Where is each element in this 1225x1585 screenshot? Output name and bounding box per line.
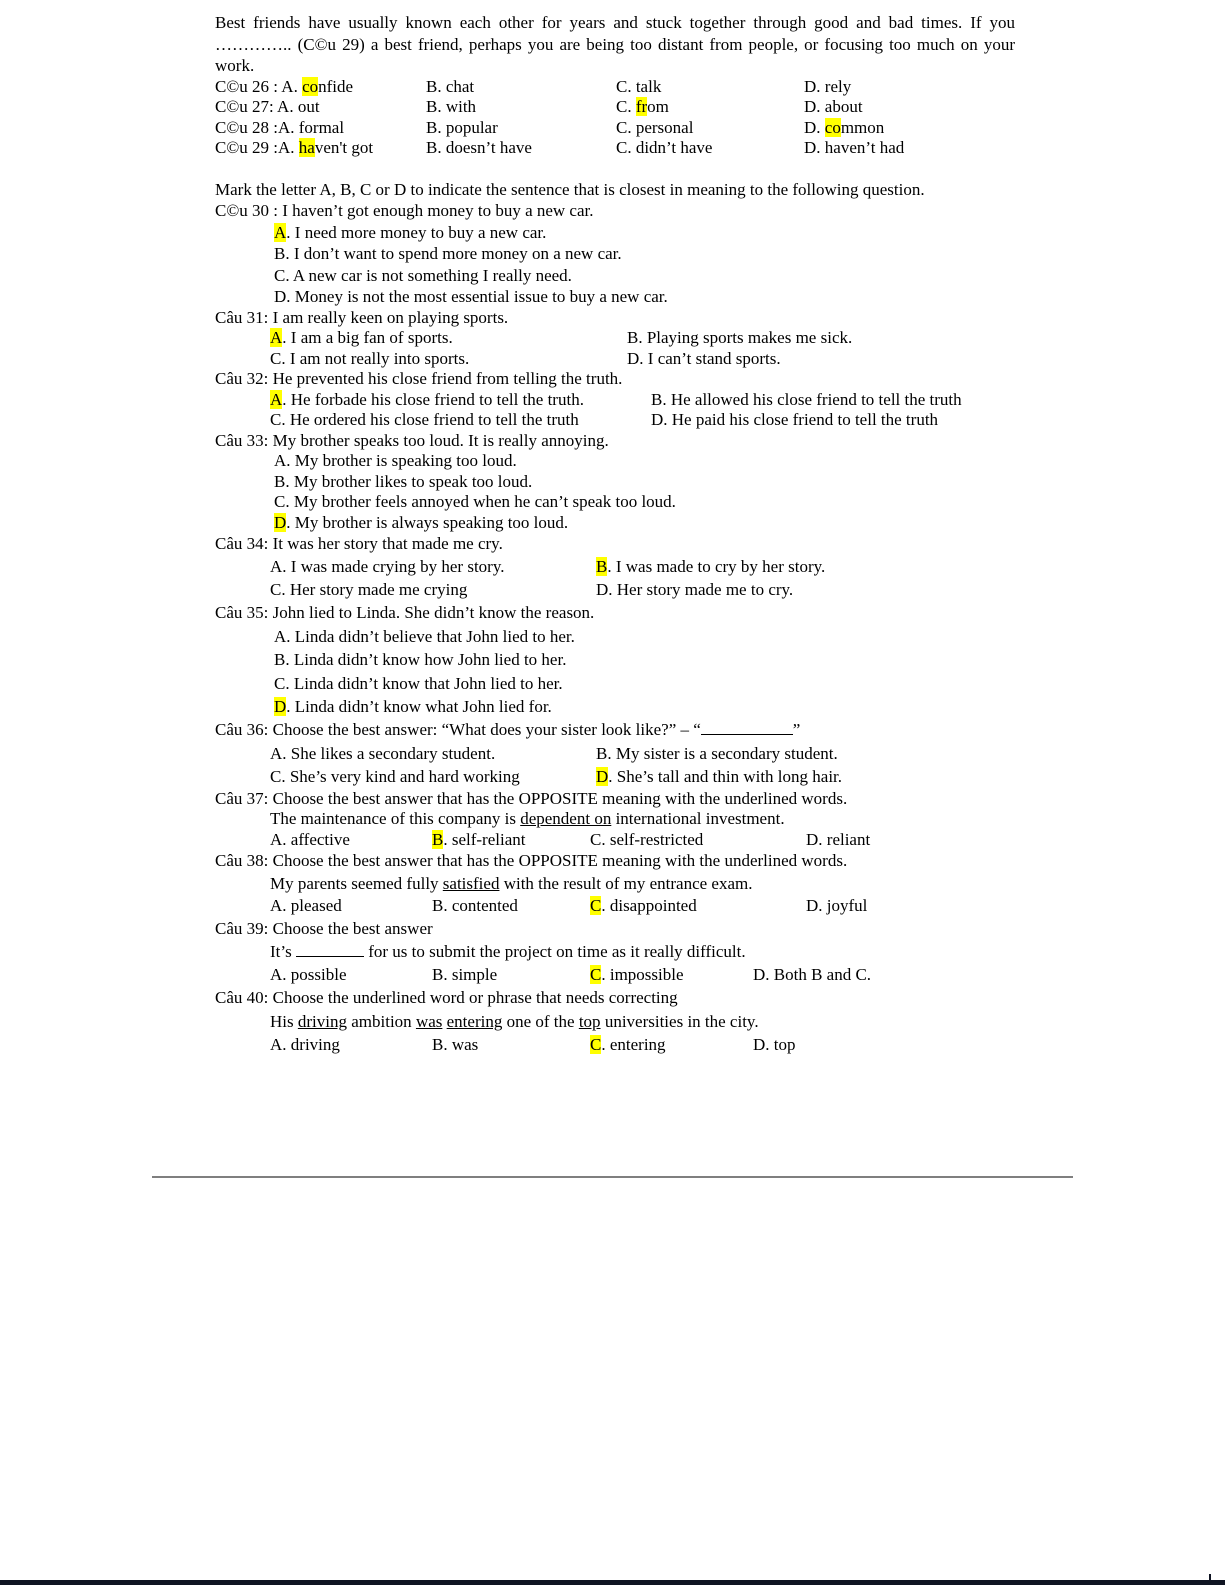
question-29-option-d: D. haven’t had xyxy=(804,138,905,157)
question-27-option-a: C©u 27: A. out xyxy=(215,97,320,116)
question-31-option-b: B. Playing sports makes me sick. xyxy=(627,328,853,347)
question-37-sentence: The maintenance of this company is dependent on international investment. xyxy=(270,809,785,829)
question-38-stem: Câu 38: Choose the best answer that has the OPPOSITE meaning with the underlined words. xyxy=(215,851,848,871)
question-31-stem: Câu 31: I am really keen on playing sports. xyxy=(215,307,509,327)
question-28-option-a: C©u 28 :A. formal xyxy=(215,117,345,137)
question-39-sentence: It’s for us to submit the project on time as it really difficult. xyxy=(270,941,746,961)
question-27-row xyxy=(215,97,1020,118)
question-40 xyxy=(215,986,1020,1056)
question-40-option-a: A. driving xyxy=(270,1035,340,1055)
question-39-stem: Câu 39: Choose the best answer xyxy=(215,919,433,939)
question-39 xyxy=(215,918,1020,986)
question-37-option-c: C. self-restricted xyxy=(590,829,704,849)
question-33-option-b: B. My brother likes to speak too loud. xyxy=(274,471,533,491)
question-34 xyxy=(215,533,1020,601)
intro-paragraph: Best friends have usually known each other for years and stuck together through good and bad times. If you ………….. (C©u 29) a best friend, perhaps you are being too distant from people, or focusing too much on your work. xyxy=(215,13,1015,75)
question-30-option-a: A. I need more money to buy a new car. xyxy=(274,222,547,242)
question-32-option-d: D. He paid his close friend to tell the truth xyxy=(651,410,939,429)
question-38 xyxy=(215,850,1020,918)
question-26-row xyxy=(215,77,1020,98)
question-36-option-d: D. She’s tall and thin with long hair. xyxy=(596,767,843,787)
question-39-option-d: D. Both B and C. xyxy=(753,964,872,984)
question-37-options xyxy=(270,830,1020,851)
question-32-option-c: C. He ordered his close friend to tell the truth xyxy=(270,410,579,429)
horizontal-divider xyxy=(152,1176,1073,1178)
question-32-option-b: B. He allowed his close friend to tell the truth xyxy=(651,389,962,409)
question-40-option-d: D. top xyxy=(753,1035,796,1055)
question-35-option-c: C. Linda didn’t know that John lied to her. xyxy=(274,673,563,693)
question-34-option-c: C. Her story made me crying xyxy=(270,579,468,599)
question-28-row xyxy=(215,118,1020,139)
question-32 xyxy=(215,369,1020,431)
question-31-option-d: D. I can’t stand sports. xyxy=(627,348,781,368)
question-34-options xyxy=(270,555,1020,602)
question-31-options xyxy=(270,328,1020,369)
question-39-option-a: A. possible xyxy=(270,964,347,984)
question-37-option-d: D. reliant xyxy=(806,829,871,849)
question-40-option-b: B. was xyxy=(432,1035,479,1055)
question-36-options xyxy=(270,742,1020,789)
question-40-options xyxy=(270,1033,1020,1056)
question-30-option-d: D. Money is not the most essential issue to buy a new car. xyxy=(274,287,668,306)
question-28-option-c: C. personal xyxy=(616,117,694,137)
question-38-sentence: My parents seemed fully satisfied with the result of my entrance exam. xyxy=(270,873,753,893)
question-40-stem: Câu 40: Choose the underlined word or phrase that needs correcting xyxy=(215,988,678,1008)
question-26-option-a: C©u 26 : A. confide xyxy=(215,76,354,96)
question-36-option-c: C. She’s very kind and hard working xyxy=(270,767,520,787)
question-39-option-c: C. impossible xyxy=(590,964,684,984)
question-38-options xyxy=(270,895,1020,918)
question-27-option-b: B. with xyxy=(426,97,477,116)
question-36-option-b: B. My sister is a secondary student. xyxy=(596,743,838,763)
question-32-stem: Câu 32: He prevented his close friend from telling the truth. xyxy=(215,369,623,388)
question-35-stem: Câu 35: John lied to Linda. She didn’t know the reason. xyxy=(215,603,595,623)
question-38-option-c: C. disappointed xyxy=(590,896,697,916)
question-31-option-a: A. I am a big fan of sports. xyxy=(270,328,453,347)
question-39-options xyxy=(270,964,1020,987)
question-38-option-a: A. pleased xyxy=(270,896,342,916)
question-34-option-a: A. I was made crying by her story. xyxy=(270,556,505,576)
question-32-options xyxy=(270,390,1020,431)
question-37-option-a: A. affective xyxy=(270,829,350,849)
question-35-option-b: B. Linda didn’t know how John lied to her. xyxy=(274,650,567,670)
question-30-option-b: B. I don’t want to spend more money on a new car. xyxy=(274,244,622,263)
question-40-option-c: C. entering xyxy=(590,1035,666,1055)
question-30-option-c: C. A new car is not something I really need. xyxy=(274,265,572,285)
question-36 xyxy=(215,718,1020,788)
question-33-stem: Câu 33: My brother speaks too loud. It is really annoying. xyxy=(215,430,609,450)
question-27-option-d: D. about xyxy=(804,97,863,116)
question-29-row xyxy=(215,138,1020,159)
question-37-stem: Câu 37: Choose the best answer that has the OPPOSITE meaning with the underlined words. xyxy=(215,788,848,808)
question-36-stem: Câu 36: Choose the best answer: “What does your sister look like?” – “ ” xyxy=(215,720,801,740)
question-34-option-b: B. I was made to cry by her story. xyxy=(596,556,826,576)
question-28-option-b: B. popular xyxy=(426,117,498,137)
question-35-option-d: D. Linda didn’t know what John lied for. xyxy=(274,696,552,716)
question-31 xyxy=(215,308,1020,370)
question-29-option-b: B. doesn’t have xyxy=(426,138,532,157)
question-33-option-d: D. My brother is always speaking too loud. xyxy=(274,512,569,532)
question-33 xyxy=(215,431,1020,534)
question-29-option-a: C©u 29 :A. haven't got xyxy=(215,138,374,157)
question-29-option-c: C. didn’t have xyxy=(616,138,713,157)
question-27-option-c: C. from xyxy=(616,97,669,116)
section-instruction: Mark the letter A, B, C or D to indicate the sentence that is closest in meaning to the following question. xyxy=(215,179,925,199)
question-35-option-a: A. Linda didn’t believe that John lied to her. xyxy=(274,626,575,646)
question-34-option-d: D. Her story made me to cry. xyxy=(596,579,794,599)
question-30-stem: C©u 30 : I haven’t got enough money to buy a new car. xyxy=(215,201,594,220)
question-34-stem: Câu 34: It was her story that made me cry. xyxy=(215,534,503,553)
bottom-bar xyxy=(0,1580,1225,1585)
question-36-option-a: A. She likes a secondary student. xyxy=(270,743,496,763)
question-26-option-c: C. talk xyxy=(616,76,662,96)
question-37 xyxy=(215,789,1020,851)
question-35 xyxy=(215,601,1020,718)
question-30 xyxy=(215,200,1020,308)
question-39-option-b: B. simple xyxy=(432,964,498,984)
exam-content xyxy=(215,12,1020,1057)
question-32-option-a: A. He forbade his close friend to tell the truth. xyxy=(270,389,584,409)
question-31-option-c: C. I am not really into sports. xyxy=(270,348,470,368)
question-38-option-d: D. joyful xyxy=(806,896,868,916)
question-37-option-b: B. self-reliant xyxy=(432,829,526,849)
bottom-bar-notch xyxy=(1209,1574,1211,1581)
question-26-option-d: D. rely xyxy=(804,76,852,96)
question-26-option-b: B. chat xyxy=(426,76,475,96)
question-28-option-d: D. common xyxy=(804,117,885,137)
question-33-option-a: A. My brother is speaking too loud. xyxy=(274,451,517,470)
question-40-sentence: His driving ambition was entering one of the top universities in the city. xyxy=(270,1011,759,1031)
question-38-option-b: B. contented xyxy=(432,896,518,916)
question-33-option-c: C. My brother feels annoyed when he can’t speak too loud. xyxy=(274,492,676,511)
